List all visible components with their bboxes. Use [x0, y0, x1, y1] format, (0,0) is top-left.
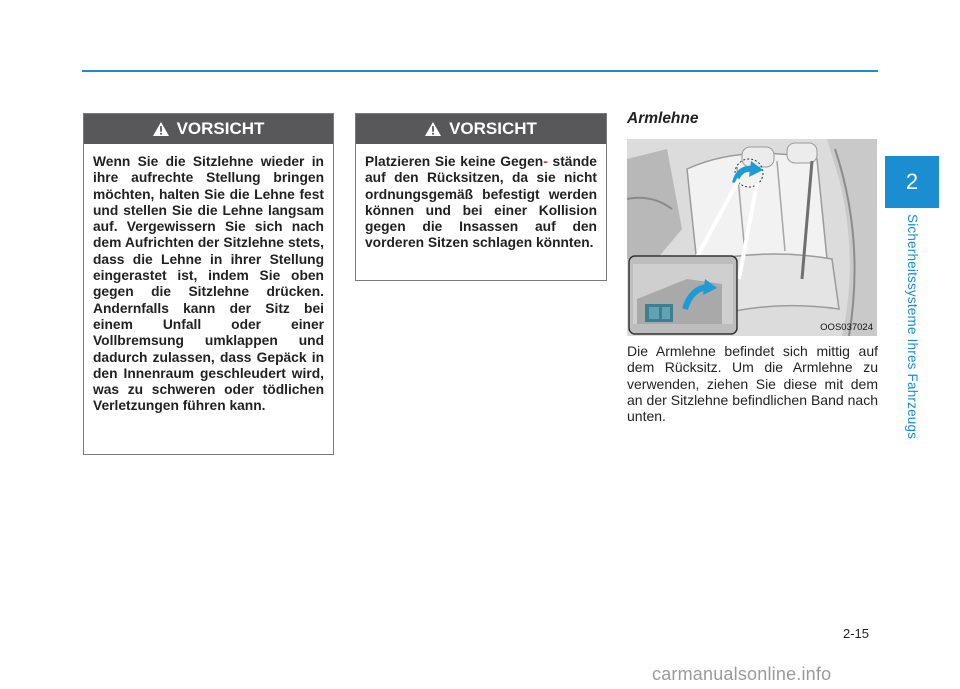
- warning-triangle-icon: [425, 122, 441, 136]
- warning-heading: VORSICHT: [176, 119, 265, 138]
- warning-header: [356, 114, 606, 144]
- armrest-description: Die Armlehne befindet sich mittig auf dem Rücksitz. Um die Armlehne zu verwenden, ziehen Sie diese mit dem an der Sitzlehne befindlichen Band nach unten.: [627, 343, 878, 425]
- figure-code: OOS037024: [820, 322, 873, 333]
- page-number: 2-15: [843, 626, 870, 641]
- hyphen-mark: -: [543, 154, 548, 169]
- chapter-title: Sicherheitssysteme Ihres Fahrzeugs: [905, 214, 920, 440]
- armrest-illustration: [627, 139, 877, 336]
- chapter-title-container: [884, 214, 940, 444]
- warning-triangle-icon: [153, 122, 169, 136]
- warning-header: [84, 114, 333, 144]
- rear-seat-illustration: [627, 139, 877, 336]
- warning-text-part1: Platzieren Sie keine Gegen: [365, 154, 544, 169]
- section-heading-armrest: Armlehne: [627, 110, 699, 127]
- warning-text: [356, 144, 606, 260]
- warning-box-seatback: [83, 113, 334, 455]
- chapter-number-tab[interactable]: [885, 156, 939, 208]
- warning-heading: VORSICHT: [449, 119, 537, 138]
- warning-box-objects: [355, 113, 607, 281]
- warning-text: Wenn Sie die Sitzlehne wieder in ihre aufrechte Stellung bringen möchten, halten Sie die Lehne fest und stellen Sie die Lehne langsam auf. Vergewissern Sie sich nach dem Aufrichten der Sitzlehne stets, dass die Lehne in ihrer Stellung eingerastet ist, indem Sie oben gegen die Sitzlehne drücken. Andernfalls kann der Sitz bei einem Unfall oder einer Vollbremsung umklappen und dadurch zulassen, dass Gepäck in den Innenraum geschleudert wird, was zu schweren oder tödlichen Verletzungen führen kann.: [93, 154, 324, 414]
- top-rule: [82, 70, 878, 72]
- watermark-text: carmanualsonline.info: [652, 664, 832, 684]
- chapter-number: 2: [905, 169, 919, 194]
- warning-text-part2: stände auf den Rücksitzen, da sie nicht ordnungsgemäß befestigt werden können und bei einer Kollision gegen die Insassen auf den vorderen Sitzen schlagen könnten.: [365, 154, 597, 251]
